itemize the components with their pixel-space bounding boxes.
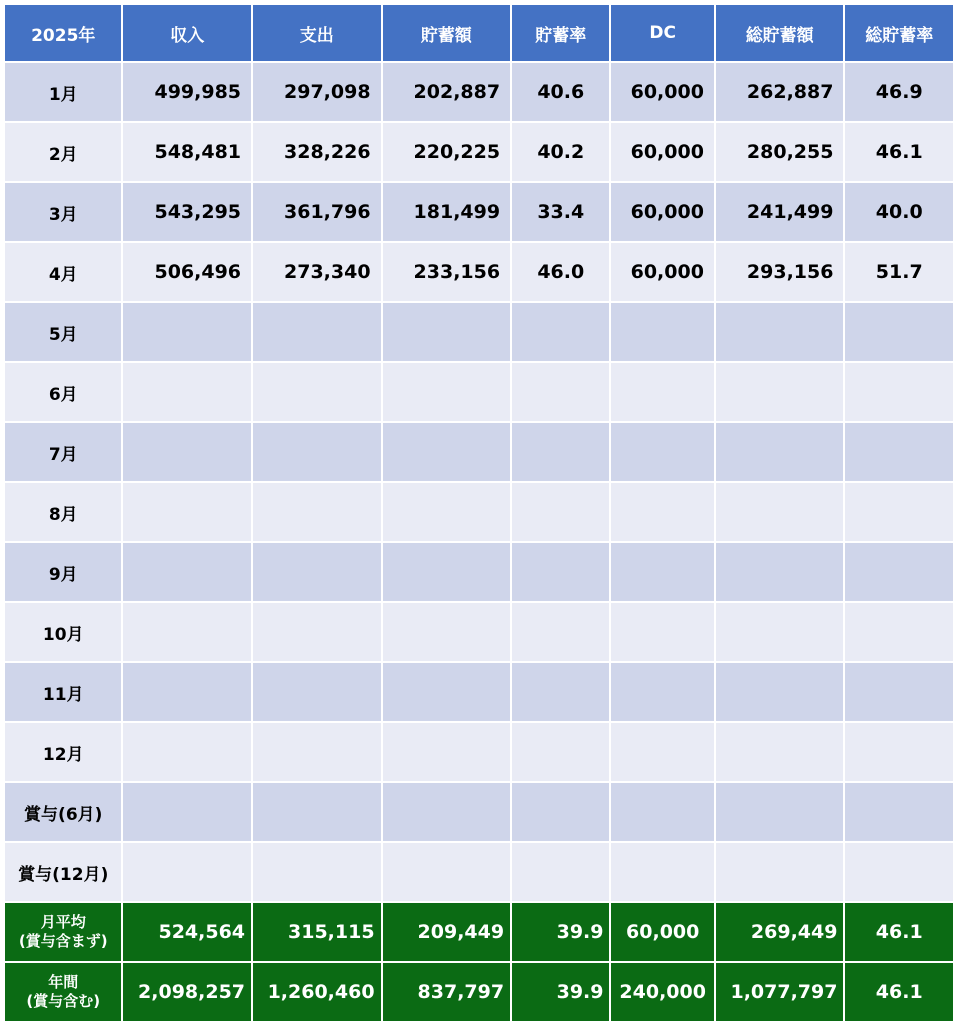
row-label: 7月 [5, 423, 121, 481]
savings-cell [383, 723, 511, 781]
dc-cell: 60,000 [611, 243, 713, 301]
income-cell [123, 423, 251, 481]
expense-cell [253, 483, 381, 541]
table-row [5, 303, 953, 361]
total-savings-rate-cell: 46.1 [845, 903, 953, 961]
savings-cell: 233,156 [383, 243, 511, 301]
total-savings-rate-cell: 46.1 [845, 963, 953, 1021]
income-cell [123, 663, 251, 721]
row-label: 11月 [5, 663, 121, 721]
savings-cell [383, 783, 511, 841]
total-savings-cell: 280,255 [716, 123, 844, 181]
table-row [5, 843, 953, 901]
savings-rate-cell: 46.0 [512, 243, 609, 301]
row-label: 2月 [5, 123, 121, 181]
header-expense: 支出 [253, 5, 381, 61]
total-savings-rate-cell: 51.7 [845, 243, 953, 301]
income-cell [123, 843, 251, 901]
savings-cell: 837,797 [383, 963, 511, 1021]
savings-rate-cell [512, 483, 609, 541]
dc-cell: 240,000 [611, 963, 713, 1021]
row-label: 8月 [5, 483, 121, 541]
header-savings: 貯蓄額 [383, 5, 511, 61]
row-label: 賞与(6月) [5, 783, 121, 841]
savings-cell [383, 423, 511, 481]
table-row [5, 723, 953, 781]
savings-table-container [3, 3, 955, 1023]
header-row [5, 5, 953, 61]
total-savings-cell [716, 783, 844, 841]
total-savings-rate-cell [845, 483, 953, 541]
header-dc: DC [611, 5, 713, 61]
savings-rate-cell [512, 543, 609, 601]
savings-rate-cell [512, 423, 609, 481]
total-savings-cell [716, 663, 844, 721]
dc-cell [611, 723, 713, 781]
savings-cell: 181,499 [383, 183, 511, 241]
dc-cell: 60,000 [611, 903, 713, 961]
dc-cell [611, 783, 713, 841]
savings-cell: 209,449 [383, 903, 511, 961]
total-savings-cell [716, 303, 844, 361]
savings-cell [383, 843, 511, 901]
summary-label [5, 963, 121, 1021]
summary-label-line2: (賞与含む) [26, 992, 101, 1010]
savings-cell [383, 303, 511, 361]
row-label: 3月 [5, 183, 121, 241]
expense-cell [253, 303, 381, 361]
income-cell: 2,098,257 [123, 963, 251, 1021]
savings-rate-cell [512, 363, 609, 421]
expense-cell: 315,115 [253, 903, 381, 961]
income-cell: 524,564 [123, 903, 251, 961]
savings-cell [383, 483, 511, 541]
summary-label-line1: 年間 [48, 973, 79, 991]
table-row [5, 183, 953, 241]
income-cell: 548,481 [123, 123, 251, 181]
total-savings-rate-cell: 46.1 [845, 123, 953, 181]
row-label: 5月 [5, 303, 121, 361]
expense-cell [253, 663, 381, 721]
savings-cell: 220,225 [383, 123, 511, 181]
savings-rate-cell [512, 663, 609, 721]
expense-cell [253, 783, 381, 841]
header-total-savings-rate: 総貯蓄率 [845, 5, 953, 61]
table-row [5, 423, 953, 481]
dc-cell: 60,000 [611, 123, 713, 181]
income-cell: 499,985 [123, 63, 251, 121]
dc-cell [611, 603, 713, 661]
table-row [5, 603, 953, 661]
total-savings-cell: 241,499 [716, 183, 844, 241]
table-header [5, 5, 953, 61]
row-label: 1月 [5, 63, 121, 121]
total-savings-cell: 262,887 [716, 63, 844, 121]
income-cell [123, 483, 251, 541]
expense-cell: 361,796 [253, 183, 381, 241]
table-row [5, 123, 953, 181]
row-label: 賞与(12月) [5, 843, 121, 901]
total-savings-rate-cell [845, 663, 953, 721]
savings-rate-cell [512, 603, 609, 661]
row-label: 6月 [5, 363, 121, 421]
dc-cell [611, 543, 713, 601]
expense-cell: 273,340 [253, 243, 381, 301]
dc-cell [611, 303, 713, 361]
savings-rate-cell [512, 783, 609, 841]
total-savings-cell: 1,077,797 [716, 963, 844, 1021]
total-savings-rate-cell [845, 303, 953, 361]
table-row [5, 243, 953, 301]
table-row [5, 543, 953, 601]
summary-label [5, 903, 121, 961]
header-savings-rate: 貯蓄率 [512, 5, 609, 61]
income-cell [123, 363, 251, 421]
expense-cell: 297,098 [253, 63, 381, 121]
income-cell [123, 603, 251, 661]
dc-cell [611, 843, 713, 901]
savings-rate-cell [512, 843, 609, 901]
savings-table [3, 3, 955, 1023]
savings-rate-cell: 39.9 [512, 963, 609, 1021]
total-savings-rate-cell [845, 363, 953, 421]
expense-cell [253, 843, 381, 901]
income-cell: 543,295 [123, 183, 251, 241]
savings-cell [383, 363, 511, 421]
table-row [5, 483, 953, 541]
table-row [5, 63, 953, 121]
total-savings-rate-cell [845, 423, 953, 481]
savings-rate-cell: 33.4 [512, 183, 609, 241]
savings-cell [383, 603, 511, 661]
savings-rate-cell [512, 723, 609, 781]
total-savings-cell [716, 723, 844, 781]
total-savings-cell [716, 483, 844, 541]
savings-rate-cell [512, 303, 609, 361]
dc-cell: 60,000 [611, 183, 713, 241]
savings-rate-cell: 40.6 [512, 63, 609, 121]
row-label: 10月 [5, 603, 121, 661]
table-row [5, 783, 953, 841]
summary-label-line1: 月平均 [40, 913, 86, 931]
total-savings-rate-cell [845, 723, 953, 781]
total-savings-cell: 269,449 [716, 903, 844, 961]
table-body [5, 63, 953, 901]
savings-rate-cell: 40.2 [512, 123, 609, 181]
expense-cell [253, 603, 381, 661]
savings-cell: 202,887 [383, 63, 511, 121]
dc-cell [611, 483, 713, 541]
total-savings-cell [716, 543, 844, 601]
total-savings-rate-cell [845, 603, 953, 661]
expense-cell [253, 723, 381, 781]
row-label: 12月 [5, 723, 121, 781]
total-savings-cell [716, 363, 844, 421]
dc-cell [611, 423, 713, 481]
total-savings-cell [716, 603, 844, 661]
table-row [5, 363, 953, 421]
dc-cell [611, 663, 713, 721]
summary-label-line2: (賞与含まず) [18, 932, 108, 950]
expense-cell [253, 543, 381, 601]
annual-total-row [5, 963, 953, 1021]
total-savings-rate-cell [845, 843, 953, 901]
row-label: 4月 [5, 243, 121, 301]
expense-cell: 328,226 [253, 123, 381, 181]
savings-cell [383, 663, 511, 721]
dc-cell [611, 363, 713, 421]
savings-cell [383, 543, 511, 601]
expense-cell [253, 423, 381, 481]
income-cell [123, 303, 251, 361]
header-year: 2025年 [5, 5, 121, 61]
total-savings-rate-cell [845, 783, 953, 841]
income-cell [123, 783, 251, 841]
table-row [5, 663, 953, 721]
income-cell [123, 723, 251, 781]
savings-rate-cell: 39.9 [512, 903, 609, 961]
income-cell: 506,496 [123, 243, 251, 301]
total-savings-cell [716, 843, 844, 901]
dc-cell: 60,000 [611, 63, 713, 121]
total-savings-rate-cell [845, 543, 953, 601]
total-savings-cell: 293,156 [716, 243, 844, 301]
table-summary [5, 903, 953, 1021]
total-savings-cell [716, 423, 844, 481]
total-savings-rate-cell: 40.0 [845, 183, 953, 241]
header-total-savings: 総貯蓄額 [716, 5, 844, 61]
expense-cell [253, 363, 381, 421]
expense-cell: 1,260,460 [253, 963, 381, 1021]
monthly-average-row [5, 903, 953, 961]
total-savings-rate-cell: 46.9 [845, 63, 953, 121]
row-label: 9月 [5, 543, 121, 601]
income-cell [123, 543, 251, 601]
header-income: 収入 [123, 5, 251, 61]
